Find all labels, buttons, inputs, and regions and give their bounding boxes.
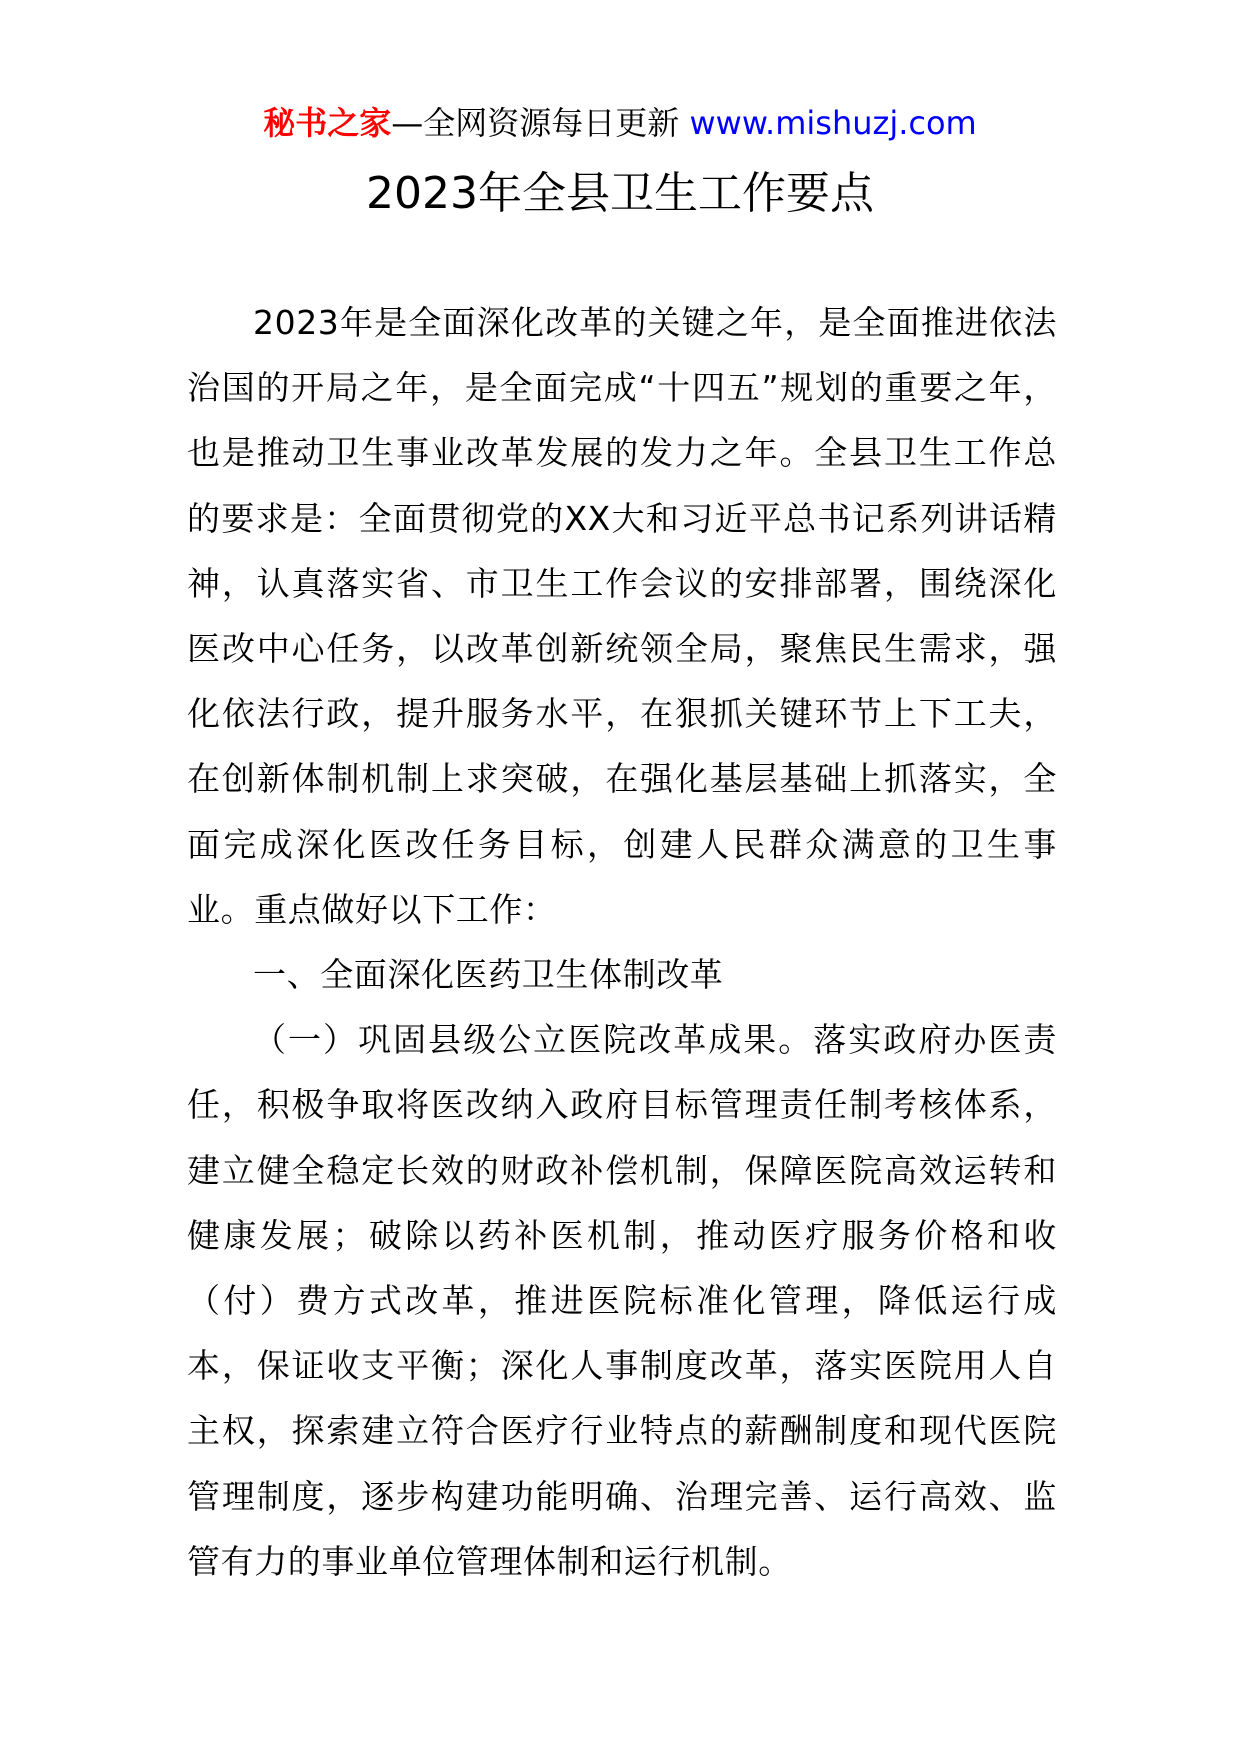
paragraph-intro: 2023年是全面深化改革的关键之年，是全面推进依法治国的开局之年，是全面完成“十四五”规划的重要之年，也是推动卫生事业改革发展的发力之年。全县卫生工作总的要求是：全面贯彻党的XX大和习近平总书记系列讲话精神，认真落实省、市卫生工作会议的安排部署，围绕深化医改中心任务，以改革创新统领全局，聚焦民生需求，强化依法行政，提升服务水平，在狠抓关键环节上下工夫，在创新体制机制上求突破，在强化基层基础上抓落实，全面完成深化医改任务目标，创建人民群众满意的卫生事业。重点做好以下工作： bbox=[187, 303, 1057, 929]
document-body bbox=[187, 290, 1057, 1594]
site-brand: 秘书之家 bbox=[263, 104, 392, 142]
document-title: 2023年全县卫生工作要点 bbox=[366, 168, 874, 219]
site-slogan: —全网资源每日更新 bbox=[391, 104, 690, 142]
paragraph-1-1: （一）巩固县级公立医院改革成果。落实政府办医责任，积极争取将医改纳入政府目标管理责任制考核体系，建立健全稳定长效的财政补偿机制，保障医院高效运转和健康发展；破除以药补医机制，推动医疗服务价格和收（付）费方式改革，推进医院标准化管理，降低运行成本，保证收支平衡；深化人事制度改革，落实医院用人自主权，探索建立符合医疗行业特点的薪酬制度和现代医院管理制度，逐步构建功能明确、治理完善、运行高效、监管有力的事业单位管理体制和运行机制。 bbox=[187, 1020, 1057, 1581]
site-url-link[interactable]: www.mishuzj.com bbox=[689, 104, 977, 142]
site-header bbox=[0, 100, 1240, 146]
section-heading-1: 一、全面深化医药卫生体制改革 bbox=[253, 955, 724, 995]
